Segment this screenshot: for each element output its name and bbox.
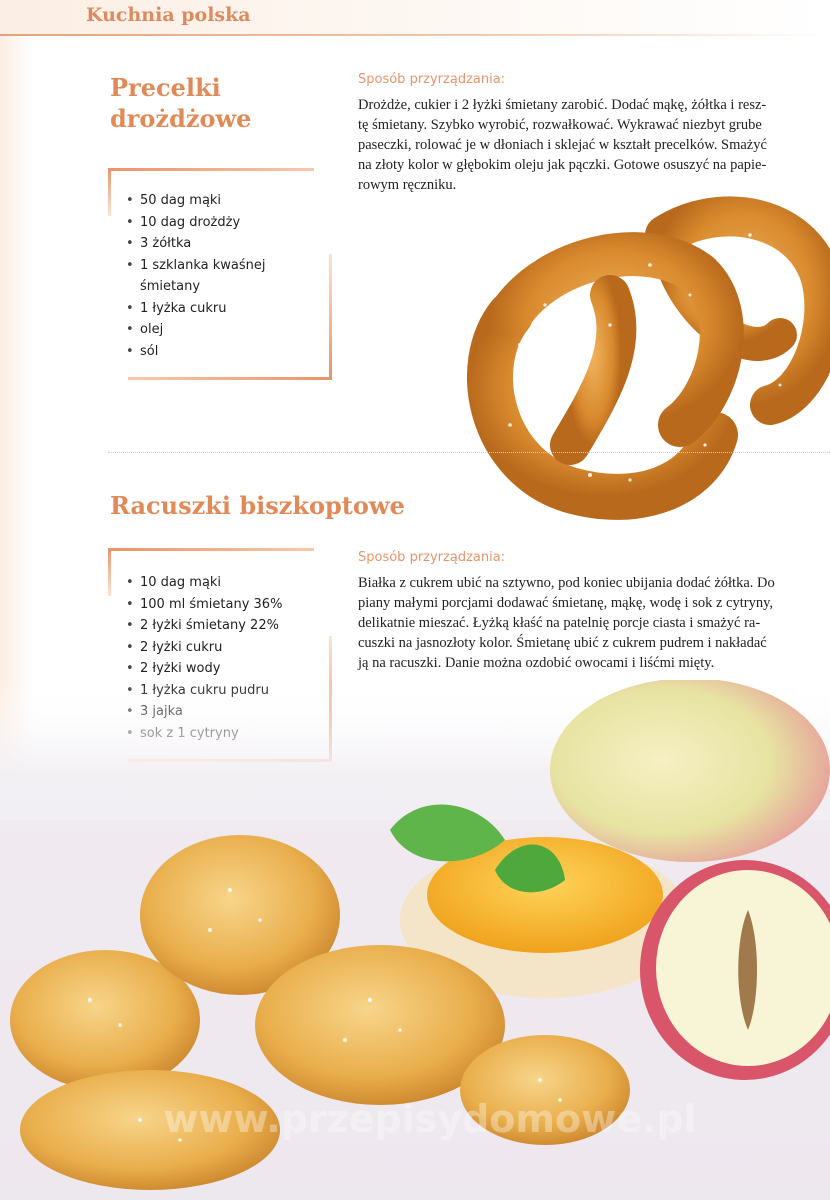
ingredient-item: • sól (126, 341, 326, 363)
method-line: na złoty kolor w głębokim oleju jak pączki. Gotowe osuszyć na papie- (358, 157, 767, 173)
ingredient-item: • 2 łyżki cukru (126, 637, 326, 659)
section-title: Kuchnia polska (86, 4, 251, 26)
box-left-rule (108, 548, 111, 596)
ingredient-item: • 50 dag mąki (126, 190, 326, 212)
method-line: tę śmietany. Szybko wyrobić, rozwałkować. Wykrawać niezbyt grube (358, 117, 762, 133)
watermark-text: www.przepisydomowe.pl (163, 1097, 697, 1141)
method-label: Sposób przyrządzania: (358, 550, 506, 565)
ingredient-item: • 2 łyżki wody (126, 658, 326, 680)
box-left-rule (108, 168, 111, 216)
method-line: paseczki, rolować je w dłoniach i sklejać w kształt precelków. Smażyć (358, 137, 767, 153)
header-rule (0, 34, 830, 36)
ingredient-item: • 1 łyżka cukru (126, 298, 326, 320)
ingredient-item: • 10 dag drożdży (126, 212, 326, 234)
ingredient-item: • 10 dag mąki (126, 572, 326, 594)
recipe-title-pretzels (110, 72, 251, 134)
method-label: Sposób przyrządzania: (358, 72, 506, 87)
ingredient-item: • 100 ml śmietany 36% (126, 594, 326, 616)
ingredient-line: 1 szklanka kwaśnej (140, 257, 266, 273)
section-divider (108, 452, 830, 453)
box-top-rule (108, 168, 314, 171)
pretzel-photo (450, 195, 830, 525)
ingredients-list (126, 190, 326, 362)
method-line: ją na racuszki. Danie można ozdobić owocami i liśćmi mięty. (358, 655, 715, 671)
method-line: delikatnie mieszać. Łyżką kłaść na patelnię porcje ciasta i smażyć ra- (358, 615, 761, 631)
method-line: rowym ręczniku. (358, 177, 457, 193)
ingredient-line: śmietany (140, 279, 201, 294)
box-right-rule (329, 254, 332, 378)
method-text (358, 573, 820, 673)
ingredient-item: • 2 łyżki śmietany 22% (126, 615, 326, 637)
method-line: piany małymi porcjami dodawać śmietanę, mąkę, wodę i sok z cytryny, (358, 595, 774, 611)
recipe-title-fritters: Racuszki biszkoptowe (110, 491, 405, 520)
ingredient-item: • 3 żółtka (126, 233, 326, 255)
box-bottom-rule (128, 377, 332, 380)
box-top-rule (108, 548, 314, 551)
ingredient-item (126, 255, 326, 298)
ingredients-box (108, 168, 334, 380)
ingredient-item: • olej (126, 319, 326, 341)
method-line: Białka z cukrem ubić na sztywno, pod koniec ubijania dodać żółtka. Do (358, 575, 775, 591)
recipe-title-line-2: drożdżowe (110, 104, 252, 133)
method-text (358, 95, 820, 195)
method-line: cuszki na jasnozłoty kolor. Śmietanę ubić z cukrem pudrem i nakładać (358, 635, 767, 651)
fritters-photo (0, 680, 830, 1200)
method-line: Drożdże, cukier i 2 łyżki śmietany zarobić. Dodać mąkę, żółtka i resz- (358, 97, 767, 113)
recipe-title-line-1: Precelki (110, 73, 221, 102)
